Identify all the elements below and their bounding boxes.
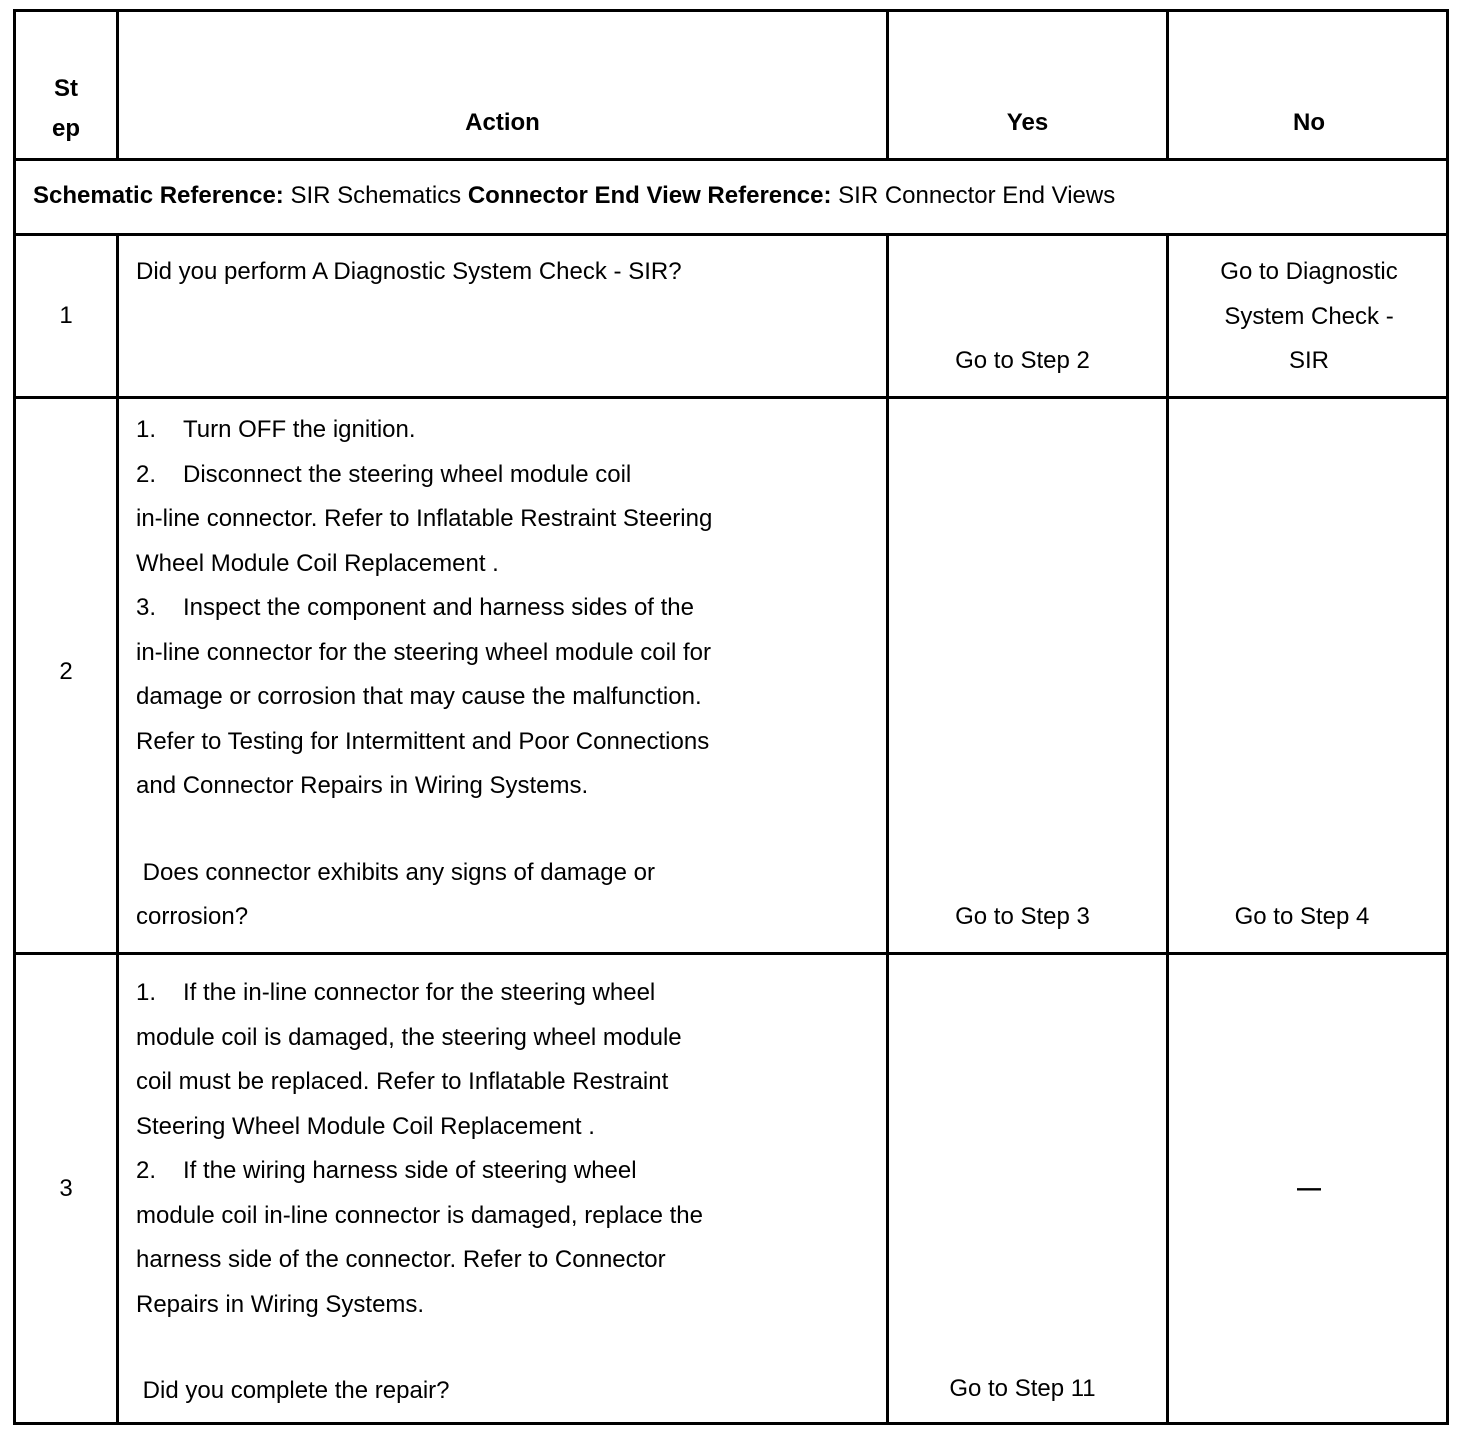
row-divider <box>16 396 1446 399</box>
diagnostic-table <box>13 9 1449 1425</box>
no-result-link[interactable]: Go to Diagnostic System Check - SIR <box>1220 258 1398 374</box>
connector-reference-label: Connector End View Reference: <box>467 182 832 209</box>
row-divider <box>16 952 1446 955</box>
action-text: 1. Turn OFF the ignition. 2. Disconnect the steering wheel module coil in-line connector. Refer to Inflatable Restraint Steering Wheel Module Coil Replacement . 3. Inspect the component and harness sides of the in-line connector for the steering wheel module coil for damage or corrosion that may cause the malfunction. Refer to Testing for Intermittent and Poor Connections and Connector Repairs in Wiring Systems. Does connector exhibits any signs of damage or corrosion? <box>136 408 876 940</box>
action-question: Did you complete the repair? <box>136 1377 450 1404</box>
header-yes: Yes <box>1006 109 1049 136</box>
step-number: 3 <box>59 1175 73 1202</box>
header-step: St ep <box>51 75 80 142</box>
action-step-item: 2. Disconnect the steering wheel module coil <box>136 460 632 488</box>
action-step-item: 1. If the in-line connector for the steering wheel <box>136 979 656 1006</box>
column-divider <box>886 233 889 1422</box>
no-result-link[interactable]: Go to Step 4 <box>1234 903 1370 930</box>
action-text: Did you perform A Diagnostic System Check - SIR? <box>136 258 682 285</box>
action-question: Does connector exhibits any signs of damage or <box>136 858 655 886</box>
action-step-item: 2. If the wiring harness side of steering wheel <box>136 1157 637 1184</box>
row-divider <box>16 158 1446 161</box>
row-divider <box>16 233 1446 236</box>
header-no: No <box>1293 109 1325 136</box>
schematic-reference-label: Schematic Reference: <box>33 182 284 209</box>
reference-line <box>33 176 1115 216</box>
action-step-item: 3. Inspect the component and harness sides of the <box>136 594 694 621</box>
connector-reference-link[interactable]: SIR Connector End Views <box>838 182 1116 209</box>
step-number: 1 <box>59 302 73 329</box>
action-step-item: 1. Turn OFF the ignition. <box>136 416 416 443</box>
yes-result-link[interactable]: Go to Step 2 <box>955 347 1090 374</box>
step-number: 2 <box>59 658 73 685</box>
yes-result-link[interactable]: Go to Step 11 <box>949 1375 1096 1402</box>
action-text: 1. If the in-line connector for the steering wheel module coil is damaged, the steering wheel module coil must be replaced. Refer to Inflatable Restraint Steering Wheel Module Coil Replacement . 2. If the wiring harness side of steering wheel module coil in-line connector is damaged, replace the harness side of the connector. Refer to Connector Repairs in Wiring Systems. Did you complete the repair? <box>136 971 876 1414</box>
schematic-reference-link[interactable]: SIR Schematics <box>290 182 462 209</box>
column-divider <box>116 233 119 1422</box>
no-result-dash: — <box>1297 1175 1321 1202</box>
column-divider <box>1166 233 1169 1422</box>
yes-result-link[interactable]: Go to Step 3 <box>955 903 1090 930</box>
header-action: Action <box>465 109 540 136</box>
